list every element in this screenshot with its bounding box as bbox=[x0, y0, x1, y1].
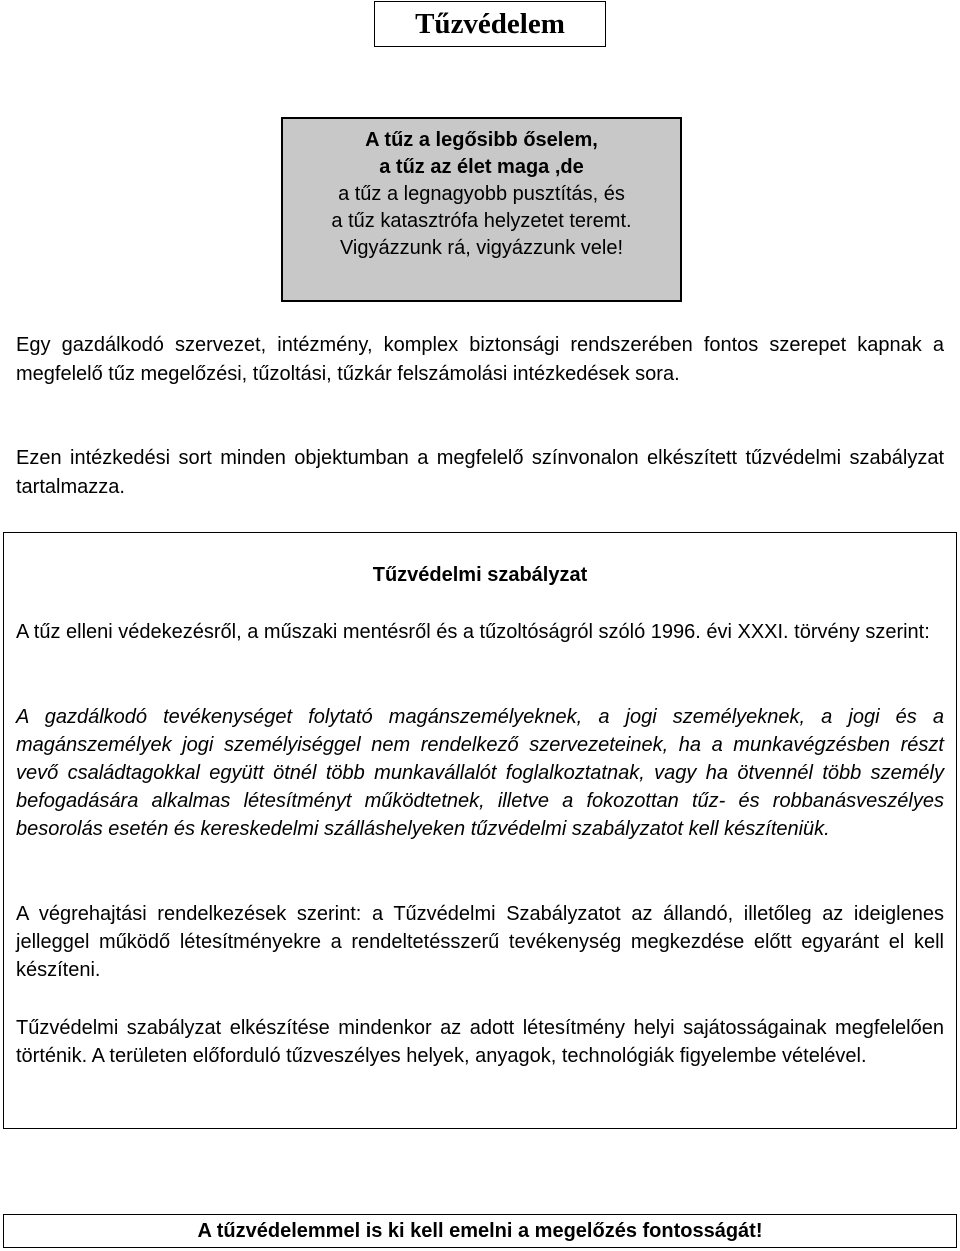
motto-line-3: a tűz a legnagyobb pusztítás, és bbox=[338, 183, 625, 205]
law-quote-paragraph: A gazdálkodó tevékenységet folytató magánszemélyeknek, a jogi személyeknek, a jogi és a magánszemélyek jogi személyiséggel nem rendelkező szervezeteinek, ha a munkavégzésben részt vevő családtagokkal együtt ötnél több munkavállalót foglalkoztatnak, vagy ha ötvennél több személy befogadására alkalmas létesítményt működtetnek, illetve a fokozottan tűz- és robbanásveszélyes besorolás esetén és kereskedelmi szálláshelyeken tűzvédelmi szabályzatot kell készíteniük. bbox=[16, 706, 944, 840]
motto-line-5: Vigyázzunk rá, vigyázzunk vele! bbox=[339, 237, 624, 259]
motto-line-1: A tűz a legősibb őselem, bbox=[365, 129, 598, 151]
footer-text: A tűzvédelemmel is ki kell emelni a megelőzés fontosságát! bbox=[197, 1219, 763, 1242]
title-box bbox=[374, 1, 606, 47]
exec-rules-paragraph: A végrehajtási rendelkezések szerint: a Tűzvédelmi Szabályzatot az állandó, illetőleg az ideiglenes jelleggel működő létesítményekre a rendeltetésszerű tevékenység megkezdése előtt egyaránt el kell készíteni. bbox=[16, 903, 944, 981]
law-intro-paragraph: A tűz elleni védekezésről, a műszaki mentésről és a tűzoltóságról szóló 1996. évi XXXI. törvény szerint: bbox=[16, 621, 930, 643]
motto-line-4: a tűz katasztrófa helyzetet teremt. bbox=[331, 210, 632, 232]
preparation-paragraph: Tűzvédelmi szabályzat elkészítése mindenkor az adott létesítmény helyi sajátosságainak megfelelően történik. A területen előforduló tűzveszélyes helyek, anyagok, technológiák figyelembe vételével. bbox=[16, 1017, 944, 1067]
intro-paragraph-1: Egy gazdálkodó szervezet, intézmény, komplex biztonsági rendszerében fontos szerepet kapnak a megfelelő tűz megelőzési, tűzoltási, tűzkár felszámolási intézkedések sora. bbox=[16, 334, 944, 385]
motto-line-2: a tűz az élet maga ,de bbox=[379, 156, 584, 178]
motto-box bbox=[281, 117, 682, 302]
rules-section bbox=[3, 532, 957, 1129]
page-title: Tűzvédelem bbox=[415, 7, 565, 40]
intro-paragraph-2: Ezen intézkedési sort minden objektumban a megfelelő színvonalon elkészített tűzvédelmi szabályzat tartalmazza. bbox=[16, 447, 944, 498]
footer-box bbox=[3, 1214, 957, 1248]
rules-heading: Tűzvédelmi szabályzat bbox=[372, 564, 588, 586]
